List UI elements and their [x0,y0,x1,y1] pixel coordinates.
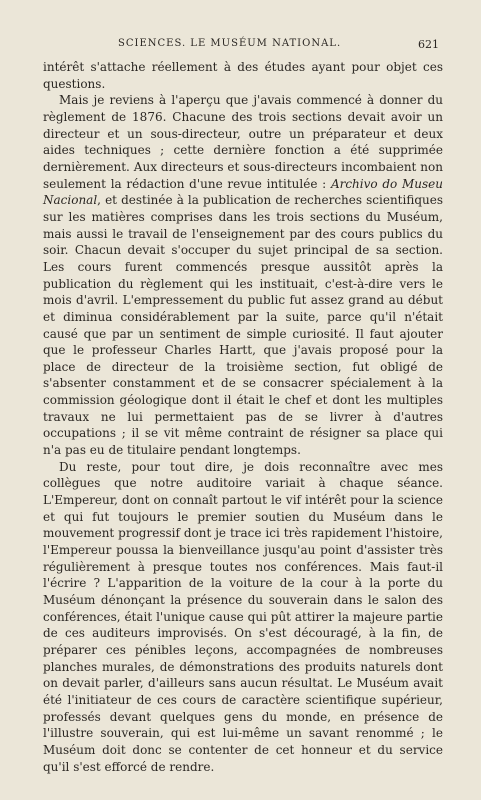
paragraph-regulation [43,92,443,458]
page-number: 621 [418,38,439,51]
paragraph-regulation-text-start: Mais je reviens à l'aperçu que j'avais commencé à donner du règlement de 1876. Chacune des trois sections devait avoir un directeur et un sous-directeur, outre un préparateur et deux aides techniques ; cette dernière fonction a été supprimée dernièrement. Aux directeurs et sous-directeurs incombaient non seulement la rédaction d'une revue intitulée : [43,93,443,191]
body-text [43,59,443,775]
page-header [0,38,481,56]
paragraph-regulation-text-end: , et destinée à la publication de recherches scientifiques sur les matières comprises dans les trois sections du Muséum, mais aussi le travail de l'enseignement par des cours publics du soir. Chacun devait s'occuper du sujet principal de sa section. Les cours furent commencés presque aussitôt après la publication du règlement qui les instituait, c'est-à-dire vers le mois d'avril. L'empressement du public fut assez grand au début et diminua considérablement par la suite, parce qu'il n'était causé que par un sentiment de simple curiosité. Il faut ajouter que le professeur Charles Hartt, que j'avais proposé pour la place de directeur de la troisième section, fut obligé de s'absenter constamment et de se consacrer spécialement à la commission géologique dont il était le chef et dont les multiples travaux ne lui permettaient pas de se livrer à d'autres occupations ; il se vit même contraint de résigner sa place qui n'a pas eu de titulaire pendant longtemps. [43,193,443,458]
paragraph-audience: Du reste, pour tout dire, je dois reconnaître avec mes collègues que notre auditoire variait à chaque séance. L'Empereur, dont on connaît partout le vif intérêt pour la science et qui fut toujours le premier soutien du Muséum dans le mouvement progressif dont je trace ici très rapidement l'histoire, l'Empereur poussa la bienveillance jusqu'au point d'assister très régulièrement à presque toutes nos conférences. Mais faut-il l'écrire ? L'apparition de la voiture de la cour à la porte du Muséum dénonçant la présence du souverain dans le salon des conférences, était l'unique cause qui pût attirer la majeure partie de ces auditeurs improvisés. On s'est découragé, à la fin, de préparer ces pénibles leçons, accompagnées de nombreuses planches murales, de démonstrations des produits naturels dont on devait parler, d'ailleurs sans aucun résultat. Le Muséum avait été l'initiateur de ces cours de caractère scientifique supérieur, professés devant quelques gens du monde, en présence de l'illustre souverain, qui est lui-même un savant renommé ; le Muséum doit donc se contenter de cet honneur et du service qu'il s'est efforcé de rendre. [43,459,443,774]
publication-title: Archivo do Museu Nacional [43,176,444,208]
paragraph-continuation: intérêt s'attache réellement à des études ayant pour objet ces questions. [43,60,443,91]
running-head: SCIENCES. LE MUSÉUM NATIONAL. [118,38,342,49]
